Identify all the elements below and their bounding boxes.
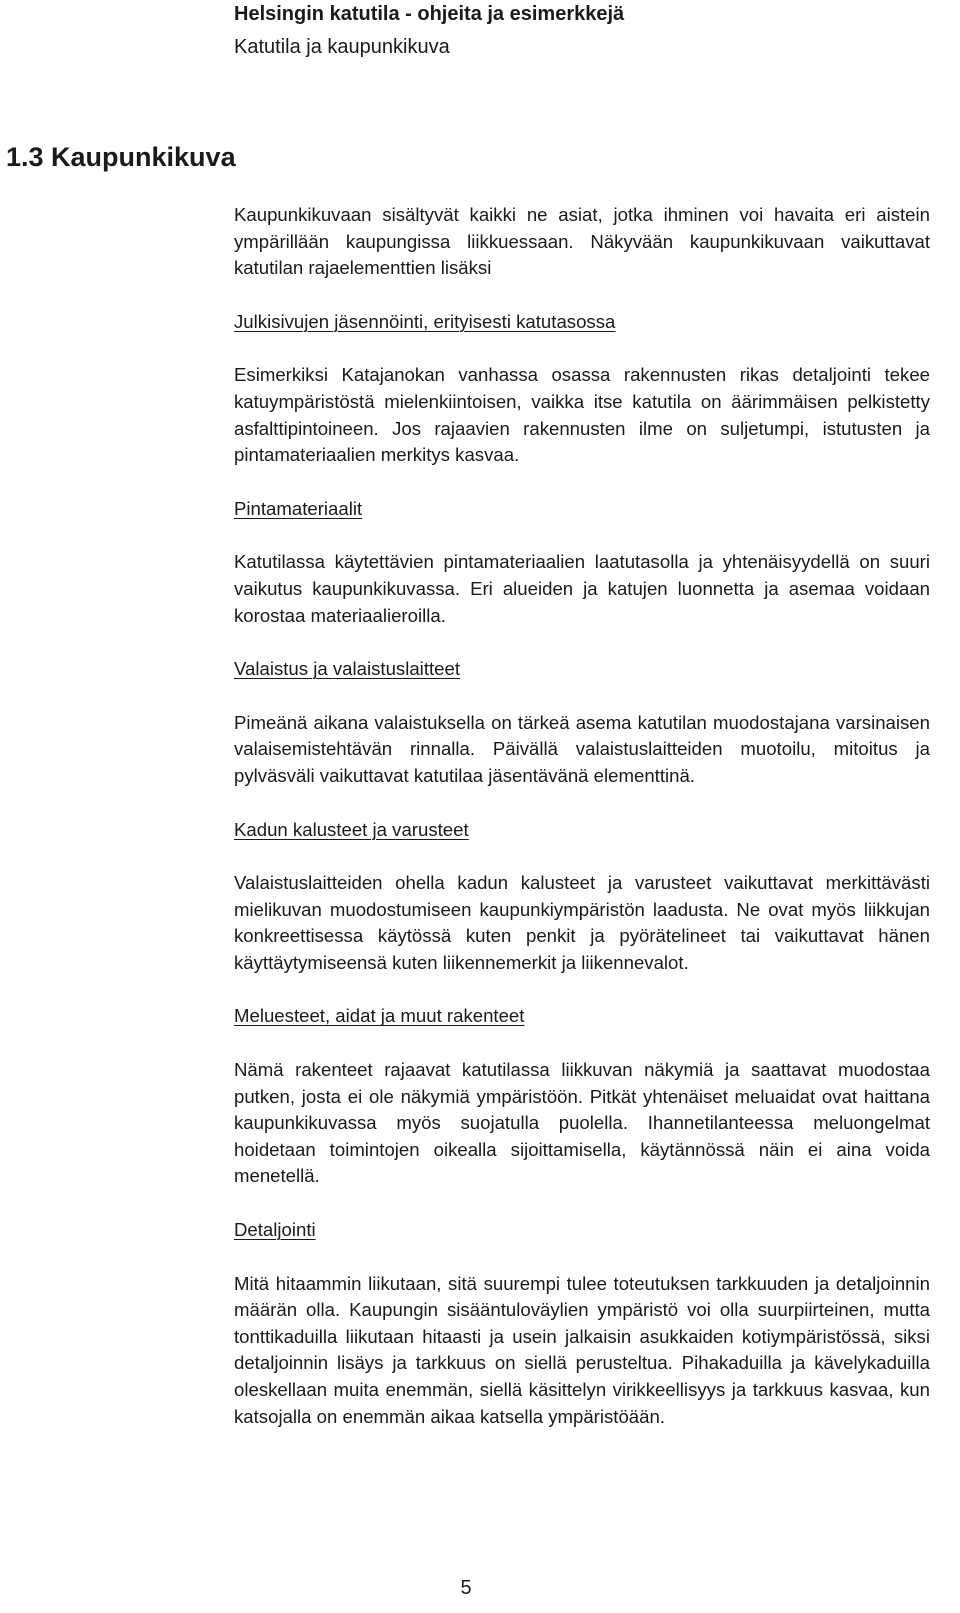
barriers-subheading: Meluesteet, aidat ja muut rakenteet (234, 1005, 525, 1027)
detail-subheading: Detaljointi (234, 1219, 316, 1241)
lighting-subheading: Valaistus ja valaistuslaitteet (234, 658, 460, 680)
furniture-paragraph: Valaistuslaitteiden ohella kadun kalusteet ja varusteet vaikuttavat merkittävästi mielikuvan muodostumiseen kaupunkiympäristön laadusta. Ne ovat myös liikkujan konkreettisessa käytössä kuten penkit ja pyörätelineet tai vaikuttavat hänen käyttäytymiseensä kuten liikennemerkit ja liikennevalot. (234, 872, 930, 973)
furniture-subheading: Kadun kalusteet ja varusteet (234, 818, 469, 840)
page-number: 5 (460, 1577, 472, 1599)
section-heading: 1.3 Kaupunkikuva (6, 142, 236, 172)
document-title: Helsingin katutila - ohjeita ja esimerkkejä (234, 3, 625, 25)
lighting-paragraph: Pimeänä aikana valaistuksella on tärkeä asema katutilan muodostajana varsinaisen valaisemistehtävän rinnalla. Päivällä valaistuslaitteiden muotoilu, mitoitus ja pylväsväli vaikuttavat katutilaa jäsentävänä elementtinä. (234, 711, 930, 786)
document-subtitle: Katutila ja kaupunkikuva (234, 36, 450, 58)
facades-paragraph: Esimerkiksi Katajanokan vanhassa osassa rakennusten rikas detaljointi tekee katuympäristöstä mielenkiintoisen, vaikka itse katutila on äärimmäisen pelkistetty asfalttipintoineen. Jos rajaavien rakennusten ilme on suljetumpi, istutusten ja pintamateriaalien merkitys kasvaa. (234, 364, 930, 466)
intro-paragraph: Kaupunkikuvaan sisältyvät kaikki ne asiat, jotka ihminen voi havaita eri aistein ympärillään kaupungissa liikkuessaan. Näkyvään kaupunkikuvaan vaikuttavat katutilan rajaelementtien lisäksi (234, 204, 930, 279)
materials-paragraph: Katutilassa käytettävien pintamateriaalien laatutasolla ja yhtenäisyydellä on suuri vaikutus kaupunkikuvassa. Eri alueiden ja katujen luonnetta ja asemaa voidaan korostaa materiaalieroilla. (234, 551, 930, 626)
barriers-paragraph: Nämä rakenteet rajaavat katutilassa liikkuvan näkymiä ja saattavat muodostaa putken, josta ei ole näkymiä ympäristöön. Pitkät yhtenäiset meluaidat ovat haittana kaupunkikuvassa myös suojatulla puolella. Ihannetilanteessa meluongelmat hoidetaan toimintojen oikealla sijoittamisella, käytännössä näin ei aina voida menetellä. (234, 1059, 930, 1187)
main-content (234, 202, 930, 1430)
detail-paragraph: Mitä hitaammin liikutaan, sitä suurempi tulee toteutuksen tarkkuuden ja detaljoinnin määrän olla. Kaupungin sisääntuloväylien ympäristö voi olla suurpiirteinen, mutta tonttikaduilla liikutaan hitaasti ja usein jalkaisin asukkaiden kotiympäristössä, siksi detaljoinnin lisäys ja tarkkuus on siellä perusteltua. Pihakaduilla ja kävelykaduilla oleskellaan muita enemmän, siellä käsittelyn virikkeellisyys ja tarkkuus kasvaa, kun katsojalla on enemmän aikaa katsella ympäristöään. (234, 1272, 930, 1427)
facades-subheading: Julkisivujen jäsennöinti, erityisesti katutasossa (234, 310, 616, 332)
materials-subheading: Pintamateriaalit (234, 497, 363, 519)
